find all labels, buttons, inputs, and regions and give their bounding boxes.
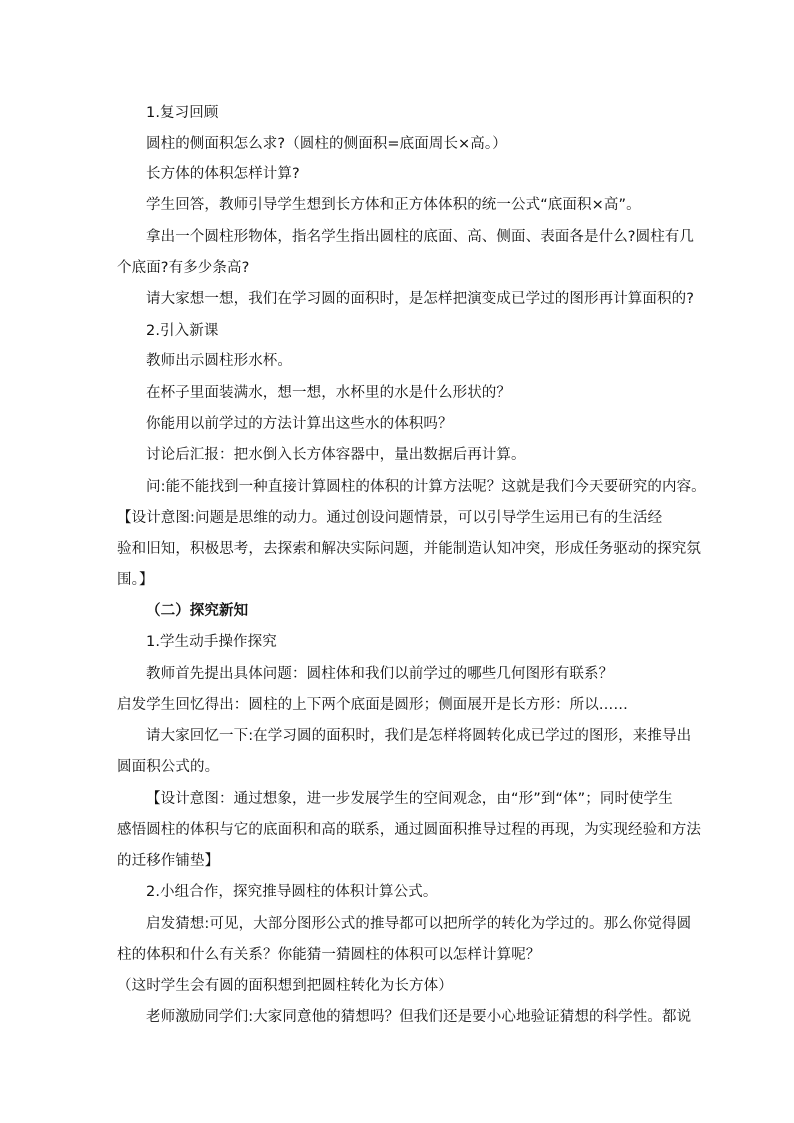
text-line: 在杯子里面装满水，想一想，水杯里的水是什么形状的？ — [146, 385, 511, 401]
text-line: 验和旧知，积极思考，去探索和解决实际问题，并能制造认知冲突，形成任务驱动的探究氛 — [117, 541, 701, 557]
text-line: 围。】 — [117, 572, 154, 588]
text-line: 讨论后汇报：把水倒入长方体容器中，量出数据后再计算。 — [146, 447, 526, 463]
text-line: 个底面?有多少条高? — [117, 260, 250, 276]
text-line: 你能用以前学过的方法计算出这些水的体积吗？ — [146, 416, 453, 432]
text-line: 请大家回忆一下:在学习圆的面积时，我们是怎样将圆转化成已学过的图形，来推导出 — [146, 728, 692, 744]
text-line: 启发学生回忆得出：圆柱的上下两个底面是圆形；侧面展开是长方形：所以…… — [117, 697, 628, 713]
text-line: 1.学生动手操作探究 — [146, 634, 277, 650]
text-line: 感悟圆柱的体积与它的底面积和高的联系，通过圆面积推导过程的再现，为实现经验和方法 — [117, 822, 701, 838]
text-line: 问:能不能找到一种直接计算圆柱的体积的计算方法呢？这就是我们今天要研究的内容。 — [146, 479, 706, 495]
text-line: 圆柱的侧面积怎么求?（圆柱的侧面积=底面周长×高。） — [146, 136, 507, 152]
section-heading: （二）探究新知 — [146, 603, 249, 619]
text-line: 圆面积公式的。 — [117, 759, 220, 775]
text-line: 长方体的体积怎样计算? — [146, 166, 300, 182]
text-line: 柱的体积和什么有关系？你能猜一猜圆柱的体积可以怎样计算呢？ — [117, 947, 541, 963]
text-line: 请大家想一想，我们在学习圆的面积时，是怎样把演变成已学过的图形再计算面积的? — [146, 291, 694, 307]
text-line: （这时学生会有圆的面积想到把圆柱转化为长方体） — [117, 978, 453, 994]
text-line: 教师首先提出具体问题：圆柱体和我们以前学过的哪些几何图形有联系？ — [146, 666, 614, 682]
text-line: 教师出示圆柱形水杯。 — [146, 353, 292, 369]
text-line: 老师激励同学们:大家同意他的猜想吗？但我们还是要小心地验证猜想的科学性。都说 — [146, 1009, 692, 1025]
text-line: 2.小组合作，探究推导圆柱的体积计算公式。 — [146, 884, 438, 900]
text-line: 【设计意图:问题是思维的动力。通过创设问题情景，可以引导学生运用已有的生活经 — [117, 510, 663, 526]
text-line: 2.引入新课 — [146, 323, 219, 339]
text-line: 1.复习回顾 — [146, 105, 219, 121]
text-line: 的迁移作铺垫】 — [117, 853, 220, 869]
text-line: 学生回答，教师引导学生想到长方体和正方体体积的统一公式“底面积×高”。 — [146, 197, 641, 213]
text-line: 拿出一个圆柱形物体，指名学生指出圆柱的底面、高、侧面、表面各是什么?圆柱有几 — [146, 229, 694, 245]
text-line: 启发猜想:可见，大部分图形公式的推导都可以把所学的转化为学过的。那么你觉得圆 — [146, 916, 692, 932]
text-line: 【设计意图：通过想象，进一步发展学生的空间观念，由“形”到“体”；同时使学生 — [146, 791, 673, 807]
